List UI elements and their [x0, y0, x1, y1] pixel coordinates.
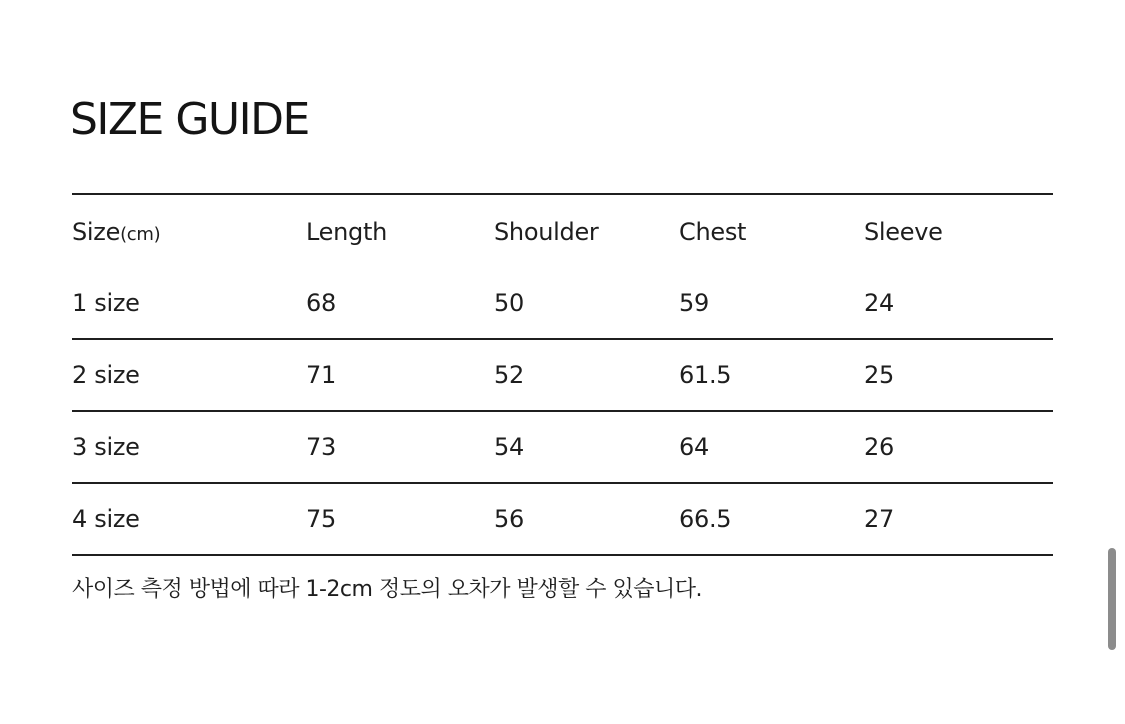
header-unit: (cm): [120, 223, 161, 245]
cell-size: 1 size: [72, 289, 140, 317]
cell-shoulder: 54: [494, 433, 524, 461]
cell-sleeve: 27: [864, 505, 894, 533]
table-row: [72, 340, 1053, 412]
header-length: Length: [306, 217, 387, 246]
page-title: SIZE GUIDE: [70, 94, 309, 145]
cell-size: 3 size: [72, 433, 140, 461]
cell-chest: 61.5: [679, 361, 732, 389]
cell-length: 75: [306, 505, 336, 533]
cell-chest: 66.5: [679, 505, 732, 533]
header-size: [72, 218, 160, 246]
cell-shoulder: 52: [494, 361, 524, 389]
cell-size: 4 size: [72, 505, 140, 533]
cell-sleeve: 24: [864, 289, 894, 317]
cell-sleeve: 26: [864, 433, 894, 461]
size-table: [72, 193, 1053, 556]
header-shoulder: Shoulder: [494, 217, 599, 246]
cell-length: 71: [306, 361, 336, 389]
cell-shoulder: 56: [494, 505, 524, 533]
header-sleeve: Sleeve: [864, 217, 943, 246]
cell-chest: 59: [679, 289, 709, 317]
cell-size: 2 size: [72, 361, 140, 389]
measurement-note: 사이즈 측정 방법에 따라 1-2cm 정도의 오차가 발생할 수 있습니다.: [72, 577, 702, 602]
cell-shoulder: 50: [494, 289, 524, 317]
cell-sleeve: 25: [864, 361, 894, 389]
scrollbar-thumb[interactable]: [1108, 548, 1116, 650]
table-row: [72, 268, 1053, 340]
cell-length: 68: [306, 289, 336, 317]
header-size-label: Size: [72, 217, 121, 246]
table-row: [72, 484, 1053, 556]
cell-length: 73: [306, 433, 336, 461]
table-header-row: [72, 195, 1053, 268]
header-chest: Chest: [679, 217, 747, 246]
cell-chest: 64: [679, 433, 709, 461]
table-row: [72, 412, 1053, 484]
